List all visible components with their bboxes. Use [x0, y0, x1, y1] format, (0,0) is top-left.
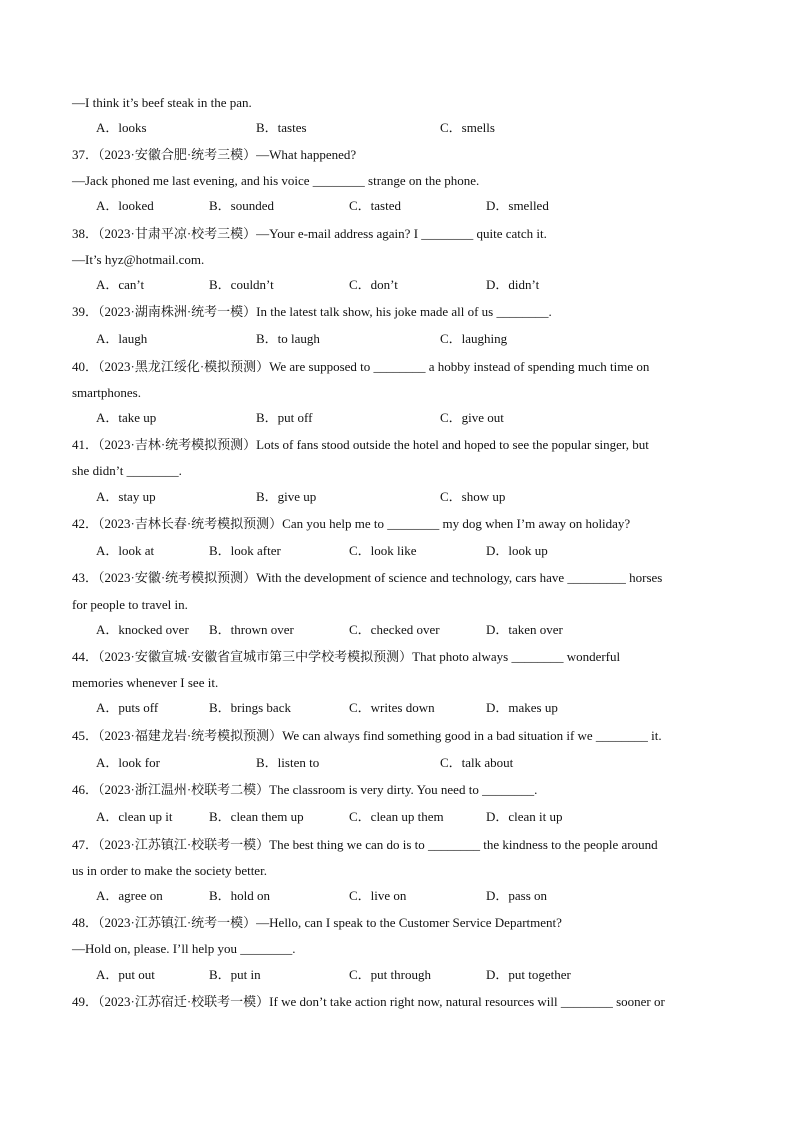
option-b: B．thrown over: [209, 622, 294, 637]
q43-question: 43．（2023·安徽·统考模拟预测）With the development of science and technology, cars have _________ horses: [72, 570, 663, 585]
q44-question-cont: memories whenever I see it.: [72, 675, 219, 690]
option-a: A．looked: [96, 198, 154, 213]
option-d: D．put together: [486, 967, 571, 982]
q37-dialogue: —Jack phoned me last evening, and his voice ________ strange on the phone.: [72, 173, 480, 188]
option-b: B．clean them up: [209, 809, 304, 824]
option-b: B．put in: [209, 967, 261, 982]
q47-question: 47．（2023·江苏镇江·校联考一模）The best thing we can do is to ________ the kindness to the people around: [72, 837, 658, 852]
option-c: C．look like: [349, 543, 417, 558]
option-a: A．put out: [96, 967, 155, 982]
option-c: C．clean up them: [349, 809, 444, 824]
option-c: C．smells: [440, 120, 495, 135]
option-a: A．look for: [96, 755, 160, 770]
option-c: C．laughing: [440, 331, 508, 346]
option-d: D．clean it up: [486, 809, 563, 824]
q38-question: 38．（2023·甘肃平凉·校考三模）—Your e-mail address again? I ________ quite catch it.: [72, 226, 547, 241]
option-c: C．talk about: [440, 755, 514, 770]
option-b: B．hold on: [209, 888, 271, 903]
option-c: C．tasted: [349, 198, 401, 213]
option-c: C．show up: [440, 489, 506, 504]
q48-dialogue: —Hold on, please. I’ll help you ________.: [72, 941, 296, 956]
q41-question-cont: she didn’t ________.: [72, 463, 182, 478]
option-a: A．can’t: [96, 277, 145, 292]
option-d: D．makes up: [486, 700, 558, 715]
q43-question-cont: for people to travel in.: [72, 597, 188, 612]
option-c: C．checked over: [349, 622, 440, 637]
option-a: A．look at: [96, 543, 155, 558]
option-d: D．didn’t: [486, 277, 540, 292]
q47-question-cont: us in order to make the society better.: [72, 863, 267, 878]
option-d: D．pass on: [486, 888, 548, 903]
q40-question: 40．（2023·黑龙江绥化·模拟预测）We are supposed to ________ a hobby instead of spending much time on: [72, 359, 650, 374]
option-c: C．writes down: [349, 700, 435, 715]
q48-question: 48．（2023·江苏镇江·统考一模）—Hello, can I speak to the Customer Service Department?: [72, 915, 562, 930]
option-b: B．to laugh: [256, 331, 320, 346]
option-b: B．tastes: [256, 120, 307, 135]
option-a: A．looks: [96, 120, 147, 135]
q36-answer-line: —I think it’s beef steak in the pan.: [72, 95, 252, 110]
option-c: C．put through: [349, 967, 431, 982]
q38-dialogue: —It’s hyz@hotmail.com.: [72, 252, 205, 267]
option-b: B．couldn’t: [209, 277, 274, 292]
q44-question: 44．（2023·安徽宣城·安徽省宣城市第三中学校考模拟预测）That photo always ________ wonderful: [72, 649, 621, 664]
option-b: B．give up: [256, 489, 317, 504]
option-a: A．knocked over: [96, 622, 189, 637]
option-a: A．puts off: [96, 700, 159, 715]
q41-question: 41．（2023·吉林·统考模拟预测）Lots of fans stood outside the hotel and hoped to see the popular singer, but: [72, 437, 649, 452]
option-a: A．take up: [96, 410, 157, 425]
q46-question: 46．（2023·浙江温州·校联考二模）The classroom is very dirty. You need to ________.: [72, 782, 538, 797]
option-a: A．agree on: [96, 888, 163, 903]
option-a: A．clean up it: [96, 809, 173, 824]
option-d: D．smelled: [486, 198, 549, 213]
q45-question: 45．（2023·福建龙岩·统考模拟预测）We can always find something good in a bad situation if we ________ it.: [72, 728, 662, 743]
option-b: B．brings back: [209, 700, 291, 715]
option-c: C．live on: [349, 888, 407, 903]
option-a: A．stay up: [96, 489, 156, 504]
q40-question-cont: smartphones.: [72, 385, 141, 400]
option-c: C．don’t: [349, 277, 398, 292]
option-d: D．taken over: [486, 622, 563, 637]
option-b: B．listen to: [256, 755, 320, 770]
q37-question: 37．（2023·安徽合肥·统考三模）—What happened?: [72, 147, 357, 162]
option-d: D．look up: [486, 543, 548, 558]
option-c: C．give out: [440, 410, 504, 425]
q39-question: 39．（2023·湖南株洲·统考一模）In the latest talk show, his joke made all of us ________.: [72, 304, 552, 319]
option-a: A．laugh: [96, 331, 148, 346]
option-b: B．sounded: [209, 198, 275, 213]
q49-question: 49．（2023·江苏宿迁·校联考一模）If we don’t take action right now, natural resources will ________ sooner or: [72, 994, 665, 1009]
option-b: B．put off: [256, 410, 313, 425]
q42-question: 42．（2023·吉林长春·统考模拟预测）Can you help me to ________ my dog when I’m away on holiday?: [72, 516, 631, 531]
option-b: B．look after: [209, 543, 281, 558]
